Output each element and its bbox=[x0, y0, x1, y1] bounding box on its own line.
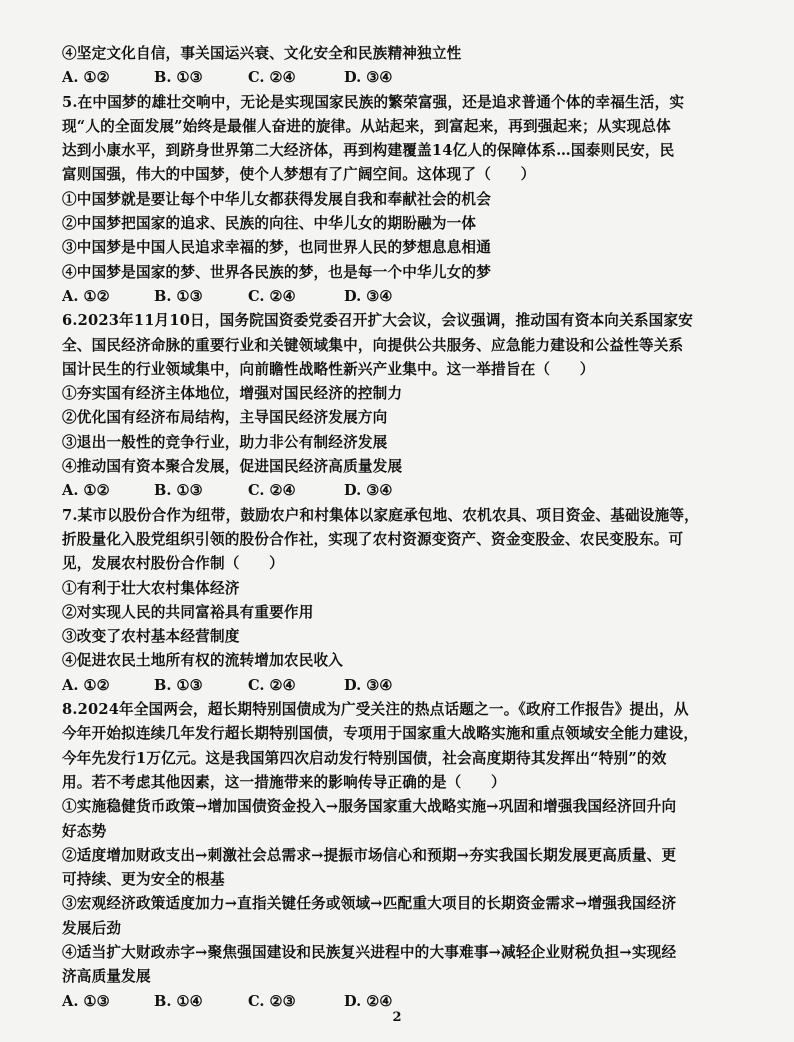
question-6 bbox=[62, 309, 760, 503]
q7-choice-d: D. ③④ bbox=[344, 676, 393, 694]
q7-option-4: ④促进农民土地所有权的流转增加农民收入 bbox=[62, 652, 344, 670]
question-7 bbox=[62, 504, 760, 698]
q6-stem-line: 全、国民经济命脉的重要行业和关键领域集中，向提供公共服务、应急能力建设和公益性等关系 bbox=[62, 336, 684, 354]
q5-option-3: ③中国梦是中国人民追求幸福的梦，也同世界人民的梦想息息相通 bbox=[62, 239, 492, 257]
q7-option-2: ②对实现人民的共同富裕具有重要作用 bbox=[62, 603, 314, 621]
q8-choice-c: C. ②③ bbox=[248, 992, 296, 1010]
q4-option-4: ④坚定文化自信，事关国运兴衰、文化安全和民族精神独立性 bbox=[62, 45, 462, 62]
q5-choice-c: C. ②④ bbox=[248, 287, 296, 305]
q7-option-1: ①有利于壮大农村集体经济 bbox=[62, 579, 240, 597]
q8-option-4: ④适当扩大财政赤字→聚焦强国建设和民族复兴进程中的大事难事→减轻企业财税负担→实现经 bbox=[62, 943, 677, 961]
q4-choices bbox=[62, 66, 760, 90]
q5-option-4: ④中国梦是国家的梦、世界各民族的梦，也是每一个中华儿女的梦 bbox=[62, 263, 492, 281]
q6-stem-line: 国计民生的行业领域集中，向前瞻性战略性新兴产业集中。这一举措旨在（ ） bbox=[62, 360, 595, 378]
q7-choice-a: A. ①② bbox=[62, 676, 110, 694]
q8-choice-a: A. ①③ bbox=[62, 992, 110, 1010]
q6-choice-a: A. ①② bbox=[62, 482, 110, 500]
q8-stem-line: 今年开始拟连续几年发行超长期特别国债，专项用于国家重大战略实施和重点领域安全能力建设， bbox=[62, 725, 699, 743]
q4-choice-c: C. ②④ bbox=[248, 69, 296, 87]
q8-option-1-cont: 好态势 bbox=[62, 822, 107, 840]
q7-stem-line: 7.某市以股份合作为纽带，鼓励农户和村集体以家庭承包地、农机农具、项目资金、基础设施等， bbox=[62, 506, 699, 524]
q8-option-1: ①实施稳健货币政策→增加国债资金投入→服务国家重大战略实施→巩固和增强我国经济回升向 bbox=[62, 798, 677, 816]
q5-choices bbox=[62, 285, 760, 309]
q8-option-3: ③宏观经济政策适度加力→直指关键任务或领域→匹配重大项目的长期资金需求→增强我国经济 bbox=[62, 895, 677, 913]
q8-option-3-cont: 发展后劲 bbox=[62, 919, 122, 937]
q6-choice-d: D. ③④ bbox=[344, 482, 393, 500]
q4-choice-a: A. ①② bbox=[62, 69, 110, 87]
q6-option-2: ②优化国有经济布局结构，主导国民经济发展方向 bbox=[62, 409, 388, 427]
q5-stem-line: 富则国强，伟大的中国梦，使个人梦想有了广阔空间。这体现了（ ） bbox=[62, 166, 536, 184]
q5-option-1: ①中国梦就是要让每个中华儿女都获得发展自我和奉献社会的机会 bbox=[62, 190, 492, 208]
q5-choice-b: B. ①③ bbox=[154, 287, 203, 305]
question-5 bbox=[62, 91, 760, 310]
q8-option-2: ②适度增加财政支出→刺激社会总需求→提振市场信心和预期→夯实我国长期发展更高质量、更 bbox=[62, 846, 677, 864]
question-8 bbox=[62, 698, 760, 1014]
q7-choice-b: B. ①③ bbox=[154, 676, 203, 694]
q7-stem-line: 见，发展农村股份合作制（ ） bbox=[62, 555, 284, 573]
q5-option-2: ②中国梦把国家的追求、民族的向往、中华儿女的期盼融为一体 bbox=[62, 215, 477, 233]
q7-stem-line: 折股量化入股党组织引领的股份合作社，实现了农村资源变资产、资金变股金、农民变股东。可 bbox=[62, 530, 684, 548]
q6-choices bbox=[62, 479, 760, 503]
q8-stem-line: 用。若不考虑其他因素，这一措施带来的影响传导正确的是（ ） bbox=[62, 773, 506, 791]
q6-option-3: ③退出一般性的竞争行业，助力非公有制经济发展 bbox=[62, 433, 388, 451]
q5-stem-line: 5.在中国梦的雄壮交响中，无论是实现国家民族的繁荣富强，还是追求普通个体的幸福生活，实 bbox=[62, 93, 685, 111]
q6-choice-c: C. ②④ bbox=[248, 482, 296, 500]
q6-choice-b: B. ①③ bbox=[154, 482, 203, 500]
q7-choice-c: C. ②④ bbox=[248, 676, 296, 694]
q6-option-4: ④推动国有资本聚合发展，促进国民经济高质量发展 bbox=[62, 458, 403, 476]
q8-choice-b: B. ①④ bbox=[154, 992, 203, 1010]
q5-choice-a: A. ①② bbox=[62, 287, 110, 305]
q4-choice-d: D. ③④ bbox=[344, 69, 393, 87]
q7-choices bbox=[62, 674, 760, 698]
q8-option-4-cont: 济高质量发展 bbox=[62, 968, 151, 986]
q5-stem-line: 达到小康水平，到跻身世界第二大经济体，再到构建覆盖14亿人的保障体系…国泰则民安，民 bbox=[62, 142, 675, 160]
q6-option-1: ①夯实国有经济主体地位，增强对国民经济的控制力 bbox=[62, 385, 403, 403]
q5-stem-line: 现“人的全面发展”始终是最催人奋进的旋律。从站起来，到富起来，再到强起来；从实现总体 bbox=[62, 117, 671, 135]
q8-stem-line: 今年先发行1万亿元。这是我国第四次启动发行特别国债，社会高度期待其发挥出“特别”的效 bbox=[62, 749, 667, 767]
q7-option-3: ③改变了农村基本经营制度 bbox=[62, 628, 240, 646]
q5-choice-d: D. ③④ bbox=[344, 287, 393, 305]
q8-stem-line: 8.2024年全国两会，超长期特别国债成为广受关注的热点话题之一。《政府工作报告》提出，从 bbox=[62, 701, 689, 719]
q6-stem-line: 6.2023年11月10日，国务院国资委党委召开扩大会议，会议强调，推动国有资本向关系国家安 bbox=[62, 312, 694, 330]
page-number: 2 bbox=[392, 1010, 402, 1025]
q8-option-2-cont: 可持续、更为安全的根基 bbox=[62, 871, 225, 889]
q4-choice-b: B. ①③ bbox=[154, 69, 203, 87]
q8-choice-d: D. ②④ bbox=[344, 992, 393, 1010]
